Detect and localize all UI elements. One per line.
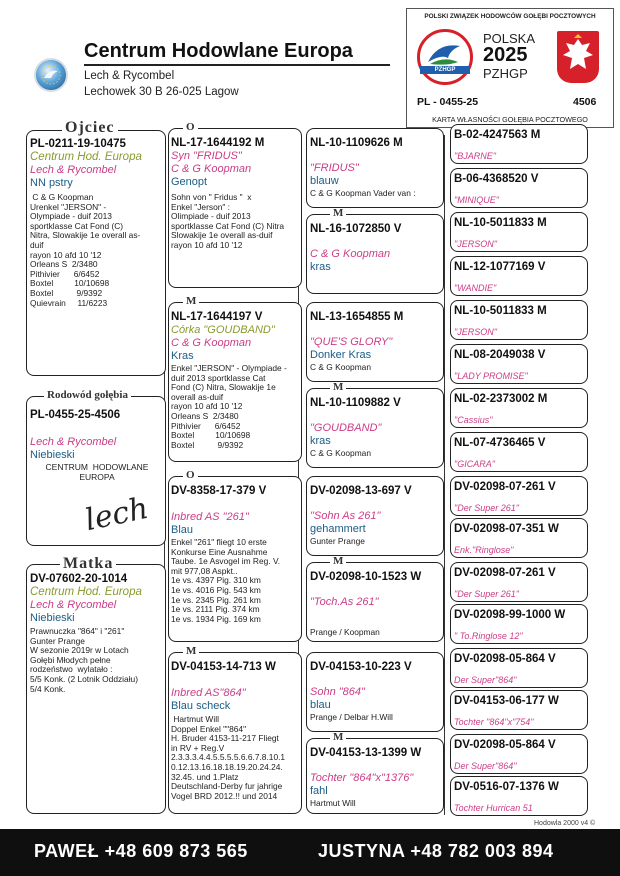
gen4-ring: DV-02098-07-261 V [454, 567, 556, 579]
gen4-box [450, 168, 588, 208]
gen3-name: "GOUDBAND" [310, 422, 382, 434]
gen3-color: blau [310, 699, 331, 711]
gen2-name: Syn "FRIDUS" [171, 150, 242, 162]
gen4-box [450, 388, 588, 428]
card-country: POLSKA [483, 31, 536, 46]
address-text: Lechowek 30 B 26-025 Lagow [84, 86, 239, 98]
gen4-name: Enk."Ringlose" [454, 545, 514, 555]
gen4-ring: DV-0516-07-1376 W [454, 781, 559, 793]
gen4-name: Der Super"864" [454, 761, 517, 771]
gen4-ring: DV-04153-06-177 W [454, 695, 559, 707]
dam-label: Matka [60, 556, 116, 572]
subject-centre: CENTRUM HODOWLANE EUROPA [45, 462, 149, 482]
gen4-box [450, 648, 588, 688]
pedigree-label: Rodowód gołębia [44, 390, 131, 401]
sire-color: NN pstry [30, 177, 73, 189]
gen3-name: C & G Koopman [310, 248, 391, 260]
gen4-box [450, 562, 588, 602]
gen3-owner: C & G Koopman Vader van : [310, 188, 416, 198]
gen4-ring: B-06-4368520 V [454, 173, 539, 185]
page-title: Centrum Hodowlane Europa [84, 40, 353, 62]
gen3-box [306, 738, 444, 814]
gen4-name: "LADY PROMISE" [454, 371, 528, 381]
gen4-ring: NL-12-1077169 V [454, 261, 546, 273]
gen4-ring: DV-02098-07-351 W [454, 523, 559, 535]
gen3-ring: NL-10-1109626 M [310, 137, 403, 149]
gen3-color: kras [310, 261, 331, 273]
gen4-name: Tochter Hurrican 51 [454, 803, 533, 813]
gen3-ring: NL-10-1109882 V [310, 397, 401, 409]
female-marker: M [330, 382, 346, 393]
gen3-owner: C & G Koopman [310, 362, 371, 372]
gen3-ring: NL-13-1654855 M [310, 311, 404, 323]
gen3-name: "Toch.As 261" [310, 596, 379, 608]
gen2-color: Genopt [171, 176, 208, 188]
gen4-ring: NL-10-5011833 M [454, 217, 547, 229]
gen4-name: "Cassius" [454, 415, 493, 425]
pzhgp-logo-label: PZHGP [420, 66, 470, 74]
gen3-color: Donker Kras [310, 349, 372, 361]
gen2-name: Córka "GOUDBAND" [171, 324, 275, 336]
gen4-box [450, 300, 588, 340]
gen2-info: Hartmut Will Doppel Enkel ""864" H. Bruder 4153-11-217 Fliegt in RV + Reg.V 2.3.3.3.4.4.5.5.5.5.6.6.7.8.10.1 0.12.13.16.18.18.19.20.24.24. 32.45. und 1.Platz Deutschland-Derby fur jahrige Vogel BRD 2012.!! und 2014 [171, 714, 286, 801]
gen3-color: fahl [310, 785, 328, 797]
gen3-owner: Prange / Delbar H.Will [310, 712, 393, 722]
card-year: 2025 [483, 44, 528, 66]
male-marker: O [183, 470, 198, 481]
subject-box [26, 396, 166, 546]
gen3-owner: C & G Koopman [310, 448, 371, 458]
pigeon-logo-icon [420, 32, 470, 82]
gen3-color: kras [310, 435, 331, 447]
gen4-name: Der Super"864" [454, 675, 517, 685]
gen3-name: "QUE'S GLORY" [310, 336, 393, 348]
gen4-box [450, 604, 588, 644]
gen2-info: Enkel "261" fliegt 10 erste Konkurse Eine Ausnahme Taube. 1e Asvogel im Reg. V. mit 977,08 Aspkt.. 1e vs. 4397 Pig. 310 km 1e vs. 4016 Pig. 543 km 1e vs. 2345 Pig. 261 km 1e vs. 2111 Pig. 374 km 1e vs. 1934 Pig. 169 km [171, 537, 281, 624]
gen2-breeder: C & G Koopman [171, 337, 252, 349]
gen2-ring: NL-17-1644192 M [171, 137, 265, 149]
dam-info: Prawnuczka "864" i "261" Gunter Prange W sezonie 2019r w Lotach Gołębi Młodych pełne rodzeństwo wylatało : 5/5 Konk. (2 Lotnik Oddziału) 5/4 Konk. [30, 626, 139, 694]
header [0, 0, 400, 110]
female-marker: M [330, 208, 346, 219]
female-marker: M [330, 732, 346, 743]
gen3-box [306, 302, 444, 382]
gen3-color: gehammert [310, 523, 366, 535]
gen4-ring: DV-02098-07-261 V [454, 481, 556, 493]
card-ring: PL - 0455-25 [417, 96, 479, 108]
gen4-box [450, 476, 588, 516]
contact-justyna: JUSTYNA +48 782 003 894 [318, 841, 554, 861]
gen3-owner: Hartmut Will [310, 798, 356, 808]
gen3-box [306, 652, 444, 732]
gen4-name: " To.Ringlose 12" [454, 631, 523, 641]
connector-line [444, 135, 445, 815]
owner-text: Lech & Rycombel [84, 70, 175, 82]
gen4-name: "Der Super 261" [454, 503, 519, 513]
dam-breeder: Lech & Rycombel [30, 599, 117, 611]
subject-color: Niebieski [30, 449, 75, 461]
gen4-ring: DV-02098-99-1000 W [454, 609, 566, 621]
gen2-name: Inbred AS"864" [171, 687, 246, 699]
gen4-name: "MINIQUE" [454, 195, 499, 205]
gen3-name: "Sohn As 261" [310, 510, 381, 522]
gen4-name: "Der Super 261" [454, 589, 519, 599]
sire-info: C & G Koopman Urenkel "JERSON" - Olympiade - duif 2013 sportklasse Cat Fond (C) Nitra, Slowakije 1e overall as- duif rayon 10 afd 10 '12 Orleans S 2/3480 Pithivier 6/6452 Boxtel 10/10698 Boxtel 9/9392 Quievrain 11/6223 [30, 192, 141, 308]
gen3-owner: Gunter Prange [310, 536, 365, 546]
gen3-box [306, 128, 444, 208]
gen2-color: Kras [171, 350, 194, 362]
gen2-info: Sohn von " Fridus " x Enkel "Jerson" : Olimpiade - duif 2013 sportklasse Cat Fond (C) Nitra Slowakije 1e overall as-duif rayon 10 afd 10 '12 [171, 192, 285, 250]
gen3-ring: DV-02098-10-1523 W [310, 571, 422, 583]
gen4-box [450, 212, 588, 252]
dam-color: Niebieski [30, 612, 75, 624]
gen4-box [450, 734, 588, 774]
female-marker: M [183, 296, 199, 307]
signature: lech [82, 490, 152, 539]
gen3-box [306, 476, 444, 556]
gen4-name: "JERSON" [454, 239, 497, 249]
gen2-name: Inbred AS "261" [171, 511, 249, 523]
gen3-box [306, 562, 444, 642]
gen3-name: "FRIDUS" [310, 162, 359, 174]
male-marker: O [183, 122, 198, 133]
gen2-color: Blau [171, 524, 194, 536]
gen2-box [168, 476, 302, 642]
gen2-ring: DV-04153-14-713 W [171, 661, 276, 673]
gen4-name: "WANDIE" [454, 283, 497, 293]
female-marker: M [330, 556, 346, 567]
gen2-color: Blau scheck [171, 700, 231, 712]
female-marker: M [183, 646, 199, 657]
gen4-box [450, 518, 588, 558]
dam-name: Centrum Hod. Europa [30, 586, 142, 598]
gen4-ring: NL-07-4736465 V [454, 437, 546, 449]
gen2-breeder: C & G Koopman [171, 163, 252, 175]
subject-breeder: Lech & Rycombel [30, 436, 117, 448]
dam-ring: DV-07602-20-1014 [30, 573, 128, 585]
card-caption: KARTA WŁASNOŚCI GOŁĘBIA POCZTOWEGO [432, 115, 588, 124]
subject-ring: PL-0455-25-4506 [30, 409, 121, 421]
gen4-ring: NL-08-2049038 V [454, 349, 546, 361]
gen4-name: "JERSON" [454, 327, 497, 337]
gen4-name: "GICARA" [454, 459, 495, 469]
gen2-ring: DV-8358-17-379 V [171, 485, 267, 497]
gen4-box [450, 124, 588, 164]
gen4-box [450, 344, 588, 384]
gen4-box [450, 776, 588, 816]
gen3-ring: DV-04153-13-1399 W [310, 747, 422, 759]
gen3-ring: DV-02098-13-697 V [310, 485, 412, 497]
title-underline [84, 64, 390, 66]
dam-box [26, 564, 166, 814]
gen3-ring: NL-16-1072850 V [310, 223, 402, 235]
gen4-ring: B-02-4247563 M [454, 129, 541, 141]
gen4-box [450, 432, 588, 472]
polish-eagle-emblem [557, 31, 599, 83]
gen4-name: Tochter "864"x"754" [454, 717, 534, 727]
pzhgp-logo [417, 29, 473, 85]
sire-ring: PL-0211-19-10475 [30, 138, 126, 150]
gen2-info: Enkel "JERSON" - Olympiade - duif 2013 sportklasse Cat Fond (C) Nitra, Slowakije 1e overall as-duif rayon 10 afd 10 '12 Orleans S 2/3480 Pithivier 6/6452 Boxtel 10/10698 Boxtel 9/9392 [171, 363, 287, 450]
card-org: POLSKI ZWIĄZEK HODOWCÓW GOŁĘBI POCZTOWYCH [424, 13, 596, 20]
gen3-name: Sohn "864" [310, 686, 365, 698]
footer-bar [0, 829, 620, 876]
gen3-name: Tochter "864"x"1376" [310, 772, 414, 784]
globe-logo-icon [34, 58, 68, 92]
contact-pawel: PAWEŁ +48 609 873 565 [34, 841, 248, 861]
ownership-card [406, 8, 614, 128]
sire-label: Ojciec [62, 120, 118, 136]
sire-name: Centrum Hod. Europa [30, 151, 142, 163]
gen2-box [168, 652, 302, 814]
gen4-ring: DV-02098-05-864 V [454, 653, 556, 665]
gen3-box [306, 214, 444, 294]
card-number: 4506 [573, 96, 597, 108]
sire-box [26, 130, 166, 376]
gen2-ring: NL-17-1644197 V [171, 311, 263, 323]
sire-breeder: Lech & Rycombel [30, 164, 117, 176]
gen4-name: "BJARNE" [454, 151, 496, 161]
gen4-ring: NL-02-2373002 M [454, 393, 548, 405]
gen3-ring: DV-04153-10-223 V [310, 661, 412, 673]
gen4-ring: NL-10-5011833 M [454, 305, 547, 317]
gen2-box [168, 128, 302, 288]
gen3-box [306, 388, 444, 468]
gen3-color: blauw [310, 175, 339, 187]
eagle-icon [557, 31, 599, 83]
gen4-box [450, 256, 588, 296]
software-credit: Hodowla 2000 v4 © [534, 820, 596, 827]
card-abbr: PZHGP [483, 66, 528, 81]
gen4-box [450, 690, 588, 730]
gen2-box [168, 302, 302, 462]
gen3-owner: Prange / Koopman [310, 627, 380, 637]
gen4-ring: DV-02098-05-864 V [454, 739, 556, 751]
